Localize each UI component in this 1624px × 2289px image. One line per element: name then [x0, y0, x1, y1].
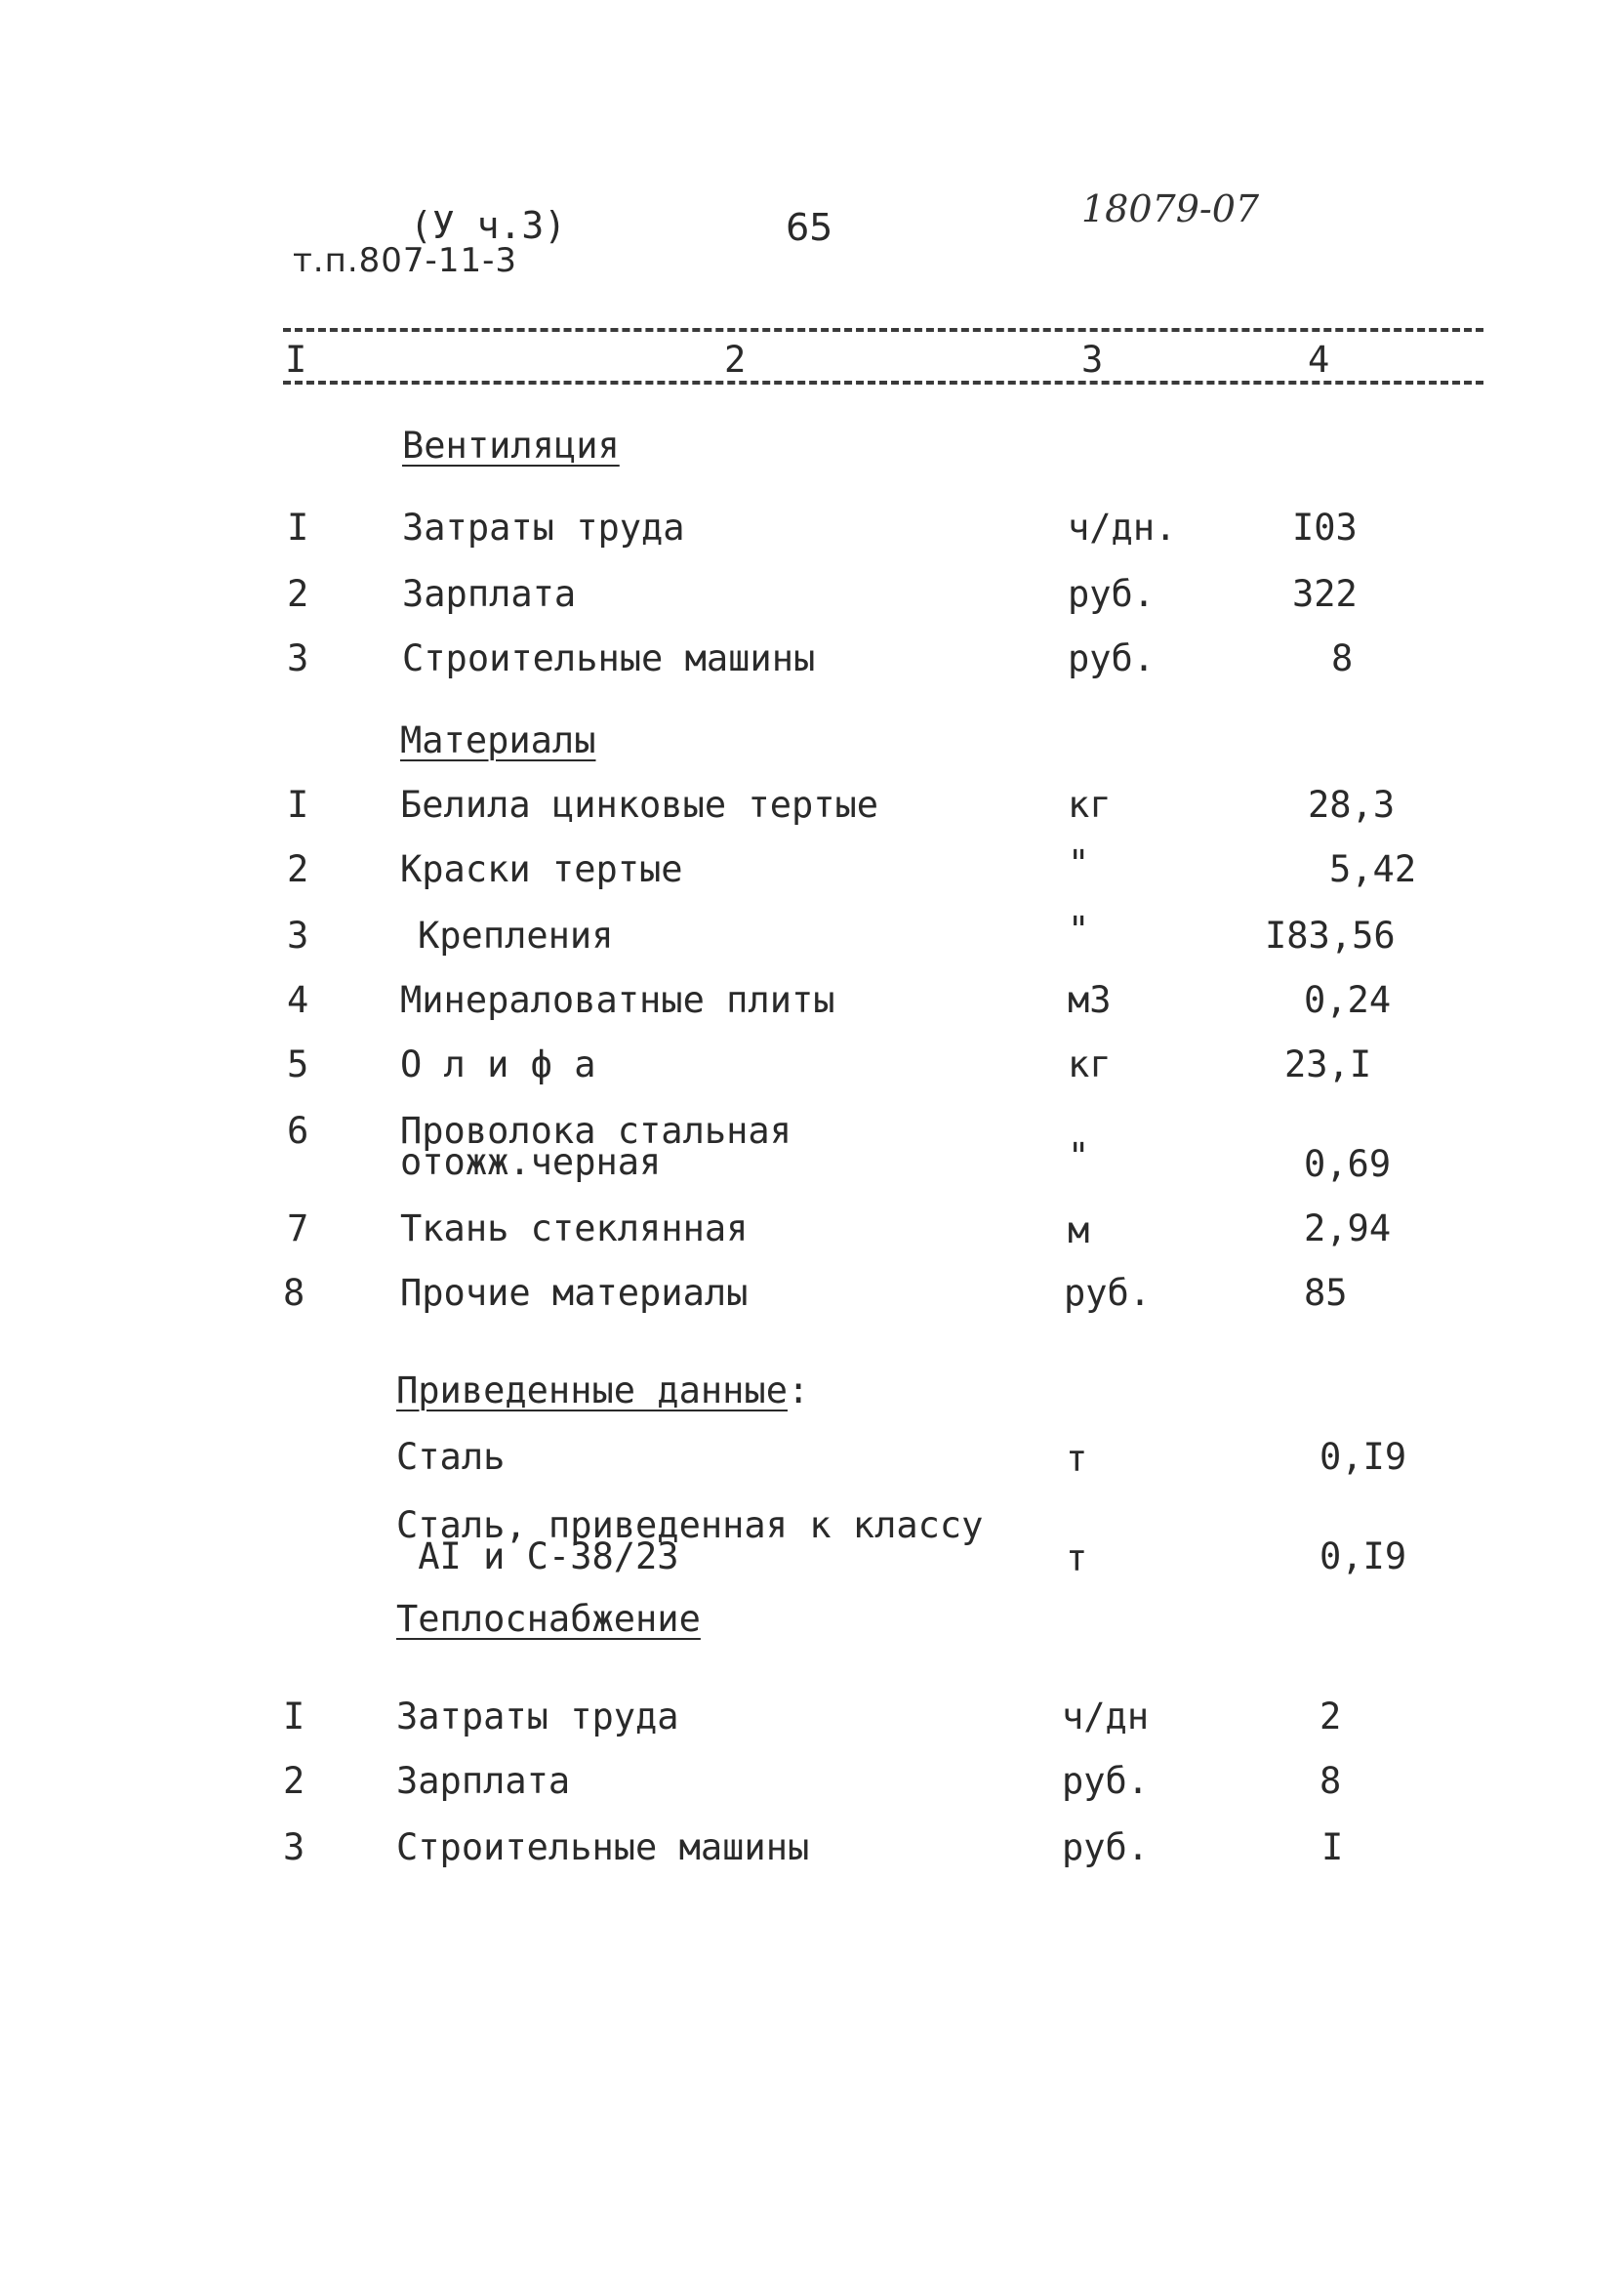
row-value: 0,I9 [1320, 1535, 1407, 1577]
column-header-1: I [285, 339, 307, 381]
row-number: I [283, 1696, 305, 1737]
doc-number: 18079-07 [1081, 187, 1260, 230]
row-name: Прочие материалы [400, 1272, 749, 1314]
column-header-3: 3 [1081, 339, 1104, 381]
row-unit: руб. [1064, 1272, 1152, 1314]
row-number: 7 [287, 1207, 309, 1249]
row-number: 3 [287, 915, 309, 957]
row-unit: " [1068, 909, 1090, 951]
row-number: 6 [287, 1110, 309, 1152]
row-name: Белила цинковые тертые [400, 784, 879, 826]
section-title-reduced-colon: : [787, 1369, 810, 1411]
row-value: 0,69 [1304, 1143, 1392, 1185]
row-name: О л и ф а [400, 1043, 596, 1085]
row-name: Сталь, приведенная к классу [396, 1504, 984, 1546]
row-name: Ткань стеклянная [400, 1207, 749, 1249]
row-number: I [287, 784, 309, 826]
header-part: (У ч.3) [410, 204, 567, 247]
section-title-reduced-text: Приведенные данные [396, 1369, 788, 1411]
row-name: Затраты труда [396, 1696, 679, 1737]
row-value: 2,94 [1304, 1207, 1392, 1249]
row-name: Крепления [418, 915, 614, 957]
row-value: 28,3 [1308, 784, 1396, 826]
row-value: I [1321, 1826, 1344, 1868]
row-unit: м3 [1068, 979, 1112, 1021]
project-code: т.п.807-11-3 [293, 241, 517, 280]
row-name: Строительные машины [396, 1826, 810, 1868]
row-name: Проволока стальная [400, 1110, 792, 1152]
row-unit: руб. [1068, 573, 1156, 615]
section-title-materials: Материалы [400, 719, 596, 761]
page-number: 65 [786, 206, 833, 249]
row-name: Зарплата [396, 1760, 571, 1802]
row-number: 3 [287, 637, 309, 679]
row-number: I [287, 507, 309, 549]
row-value: 5,42 [1329, 848, 1417, 890]
row-unit: " [1068, 842, 1090, 884]
section-title-reduced [396, 1369, 810, 1411]
row-number: 2 [287, 848, 309, 890]
row-unit: кг [1068, 784, 1112, 826]
row-value: 0,24 [1304, 979, 1392, 1021]
row-value: I03 [1292, 507, 1358, 549]
row-name: Минераловатные плиты [400, 979, 835, 1021]
row-number: 8 [283, 1272, 305, 1314]
row-number: 5 [287, 1043, 309, 1085]
column-header-2: 2 [724, 339, 747, 381]
row-name: Зарплата [402, 573, 577, 615]
row-value: I83,56 [1265, 915, 1396, 957]
row-number: 2 [287, 573, 309, 615]
row-unit: ч/дн [1062, 1696, 1150, 1737]
row-name-continued: AI и С-38/23 [396, 1535, 679, 1577]
section-title-heat: Теплоснабжение [396, 1598, 701, 1640]
row-unit: руб. [1062, 1760, 1150, 1802]
row-unit: кг [1068, 1043, 1112, 1085]
row-unit: руб. [1062, 1826, 1150, 1868]
section-title-ventilation: Вентиляция [402, 425, 620, 467]
row-unit: т [1066, 1438, 1088, 1480]
row-number: 2 [283, 1760, 305, 1802]
row-value: 2 [1320, 1696, 1342, 1737]
column-header-4: 4 [1308, 339, 1330, 381]
table-header-rule [283, 381, 1483, 385]
row-name: Строительные машины [402, 637, 816, 679]
row-value: 85 [1304, 1272, 1348, 1314]
row-name: Сталь [396, 1436, 506, 1478]
row-name: Краски тертые [400, 848, 683, 890]
row-value: 322 [1292, 573, 1358, 615]
row-number: 3 [283, 1826, 305, 1868]
row-unit: " [1068, 1135, 1090, 1177]
row-unit: м [1068, 1209, 1090, 1251]
row-unit: руб. [1068, 637, 1156, 679]
row-name-continued: отожж.черная [400, 1141, 662, 1183]
table-top-rule [283, 328, 1483, 332]
row-value: 0,I9 [1320, 1436, 1407, 1478]
row-value: 8 [1331, 637, 1354, 679]
row-unit: ч/дн. [1068, 507, 1177, 549]
row-unit: т [1066, 1537, 1088, 1579]
row-value: 8 [1320, 1760, 1342, 1802]
row-name: Затраты труда [402, 507, 685, 549]
row-value: 23,I [1284, 1043, 1372, 1085]
row-number: 4 [287, 979, 309, 1021]
